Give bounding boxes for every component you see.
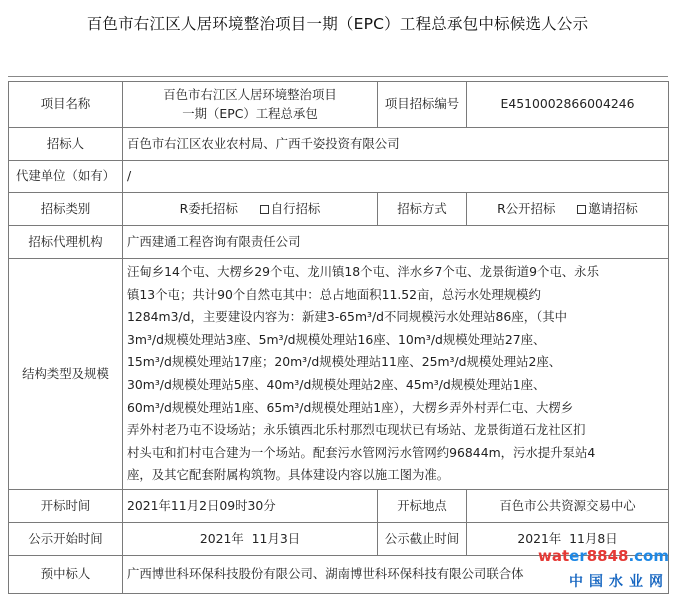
scope-line: 弄外村老乃屯不设场站；永乐镇西北乐村那烈屯现状已有场站、龙景街道石龙社区扪 (127, 422, 586, 438)
agent-unit-label: 代建单位（如有） (9, 161, 123, 193)
checkbox-icon (577, 205, 586, 214)
watermark-logo (529, 547, 669, 591)
tenderer-label: 招标人 (9, 128, 123, 161)
option-self[interactable] (260, 201, 321, 216)
open-place-label: 开标地点 (378, 489, 467, 522)
tender-type-label: 招标类别 (9, 193, 123, 226)
scope-line: 汪甸乡14个屯、大楞乡29个屯、龙川镇18个屯、泮水乡7个屯、龙景街道9个屯、永乐 (127, 264, 599, 279)
tender-method-label: 招标方式 (378, 193, 467, 226)
publicity-end-value: 2021年 11月8日 (467, 522, 669, 555)
project-name-value (123, 82, 378, 128)
watermark-name: 中国水业网 (569, 574, 669, 590)
tender-method-options (467, 193, 669, 226)
checked-mark: R (497, 200, 506, 216)
option-self-label: 自行招标 (270, 200, 321, 216)
option-invite[interactable] (577, 201, 638, 216)
scope-line: 60m³/d规模处理站1座、65m³/d规模处理站1座），大楞乡弄外村弄仁屯、大楞乡 (127, 399, 574, 415)
agent-unit-value: / (123, 161, 669, 193)
open-place-value: 百色市公共资源交易中心 (467, 489, 669, 522)
publicity-start-label: 公示开始时间 (9, 522, 123, 555)
notice-table (8, 81, 669, 594)
project-name-label: 项目名称 (9, 82, 123, 128)
publicity-start-value: 2021年 11月3日 (123, 522, 378, 555)
tenderer-value: 百色市右江区农业农村局、广西千姿投资有限公司 (123, 128, 669, 161)
scope-line: 30m³/d规模处理站5座、40m³/d规模处理站2座、45m³/d规模处理站1座、 (127, 376, 546, 392)
project-code-label: 项目招标编号 (378, 82, 467, 128)
row-agent-unit (9, 161, 669, 193)
row-agency (9, 226, 669, 259)
option-open-label: 公开招标 (505, 200, 556, 216)
agency-label: 招标代理机构 (9, 226, 123, 259)
row-open-time (9, 489, 669, 522)
project-name-line2: 一期（EPC）工程总承包 (182, 105, 318, 121)
project-code-value: E4510002866004246 (467, 82, 669, 128)
option-entrusted-label: 委托招标 (188, 200, 238, 216)
option-open[interactable] (497, 201, 555, 216)
open-time-label: 开标时间 (9, 489, 123, 522)
checkbox-icon (260, 205, 269, 214)
scope-line: 15m³/d规模处理站17座；20m³/d规模处理站11座、25m³/d规模处理站2座、 (127, 354, 562, 370)
option-invite-label: 邀请招标 (588, 200, 638, 216)
row-project-name (9, 82, 669, 128)
candidate-value: 广西博世科环保科技股份有限公司、湖南博世科环保科技有限公司联合体 (123, 555, 669, 593)
publicity-end-label: 公示截止时间 (378, 522, 467, 555)
project-name-line1: 百色市右江区人居环境整治项目 (163, 86, 337, 102)
agency-value: 广西建通工程咨询有限责任公司 (123, 226, 669, 259)
scope-line: 3m³/d规模处理站3座、5m³/d规模处理站16座、10m³/d规模处理站27座、 (127, 331, 546, 347)
scope-line: 座，及其它配套附属构筑物。具体建设内容以施工图为准。 (127, 467, 450, 483)
scope-line: 镇13个屯；共计90个自然屯其中：总占地面积11.52亩，总污水处理规模约 (127, 286, 541, 302)
checked-mark: R (179, 200, 189, 216)
row-tenderer (9, 128, 669, 161)
row-tender-type (9, 193, 669, 226)
candidate-label: 预中标人 (9, 555, 123, 593)
scope-value (123, 259, 669, 490)
scope-label: 结构类型及规模 (9, 259, 123, 490)
watermark-site: water8848.com (537, 547, 669, 565)
scope-line: 1284m3/d，主要建设内容为：新建3-65m³/d不同规模污水处理站86座，（其中 (127, 309, 568, 325)
title-divider (8, 76, 668, 77)
option-entrusted[interactable] (180, 201, 238, 216)
page-title: 百色市右江区人居环境整治项目一期（EPC）工程总承包中标候选人公示 (86, 15, 589, 33)
row-scope (9, 259, 669, 490)
open-time-value: 2021年11月2日09时30分 (123, 489, 378, 522)
scope-line: 村头屯和扪村屯合建为一个场站。配套污水管网污水管网约96844m，污水提升泵站4 (127, 444, 596, 460)
tender-type-options (123, 193, 378, 226)
